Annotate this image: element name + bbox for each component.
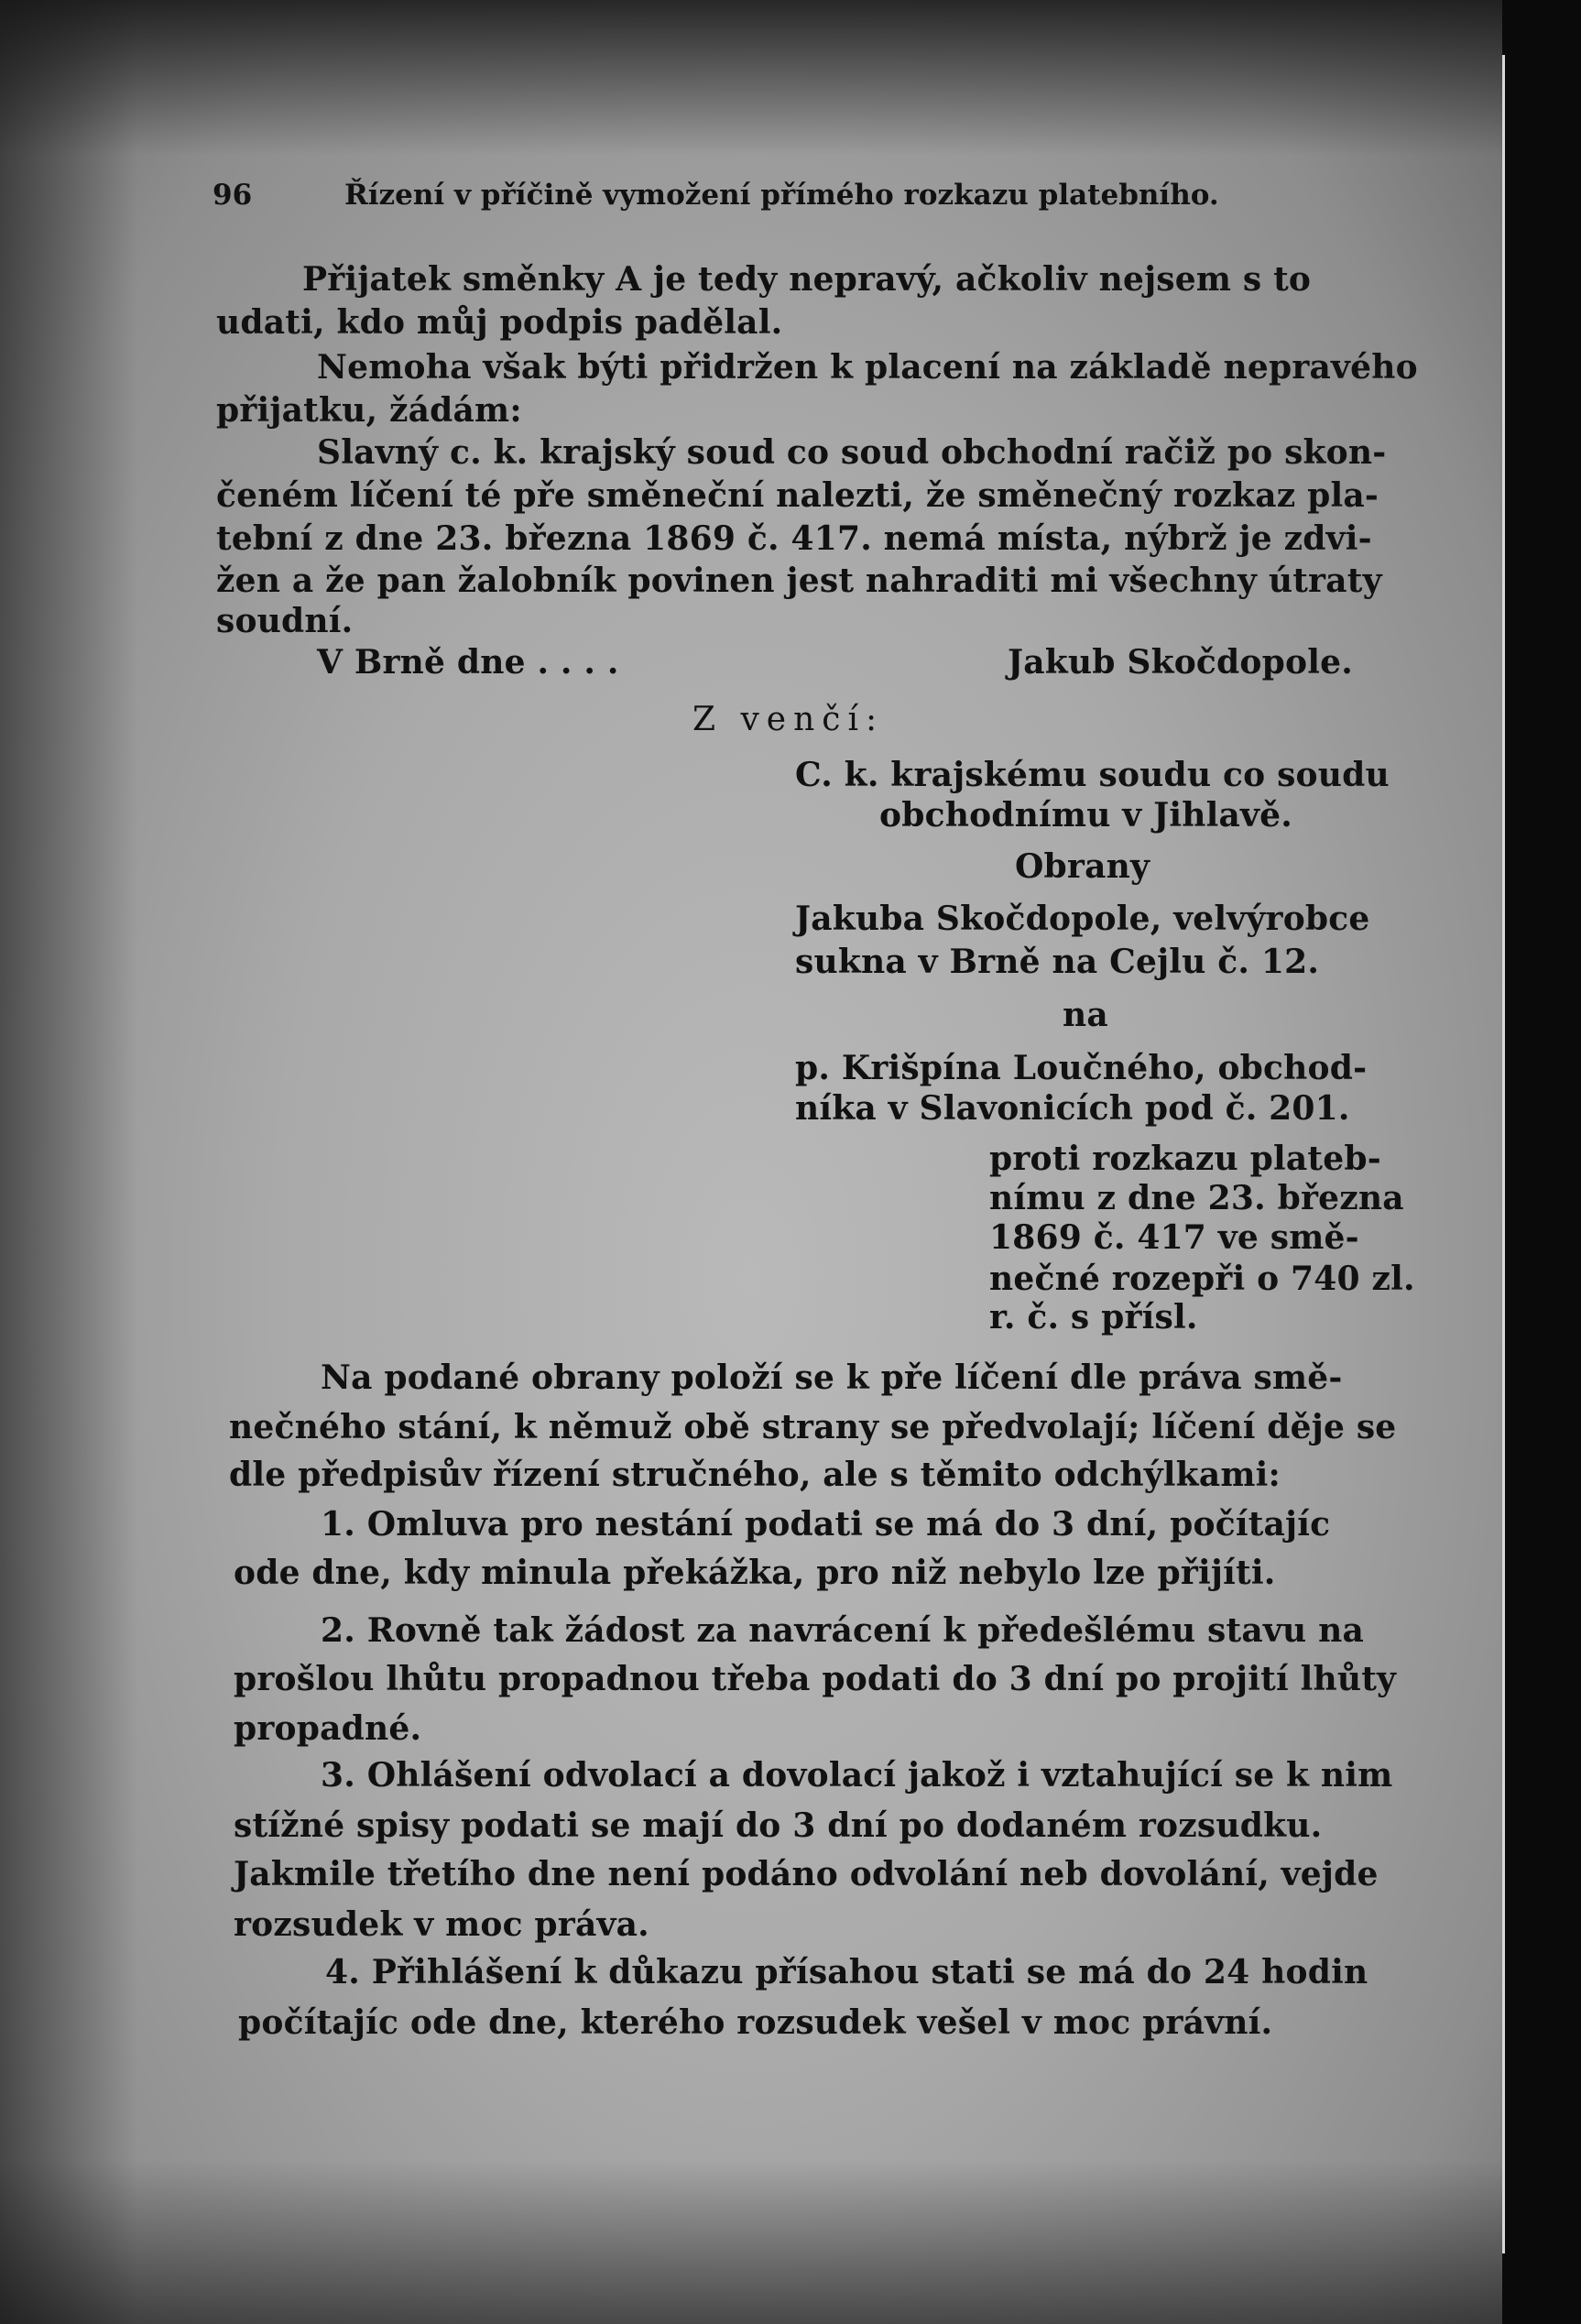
text-line: Přijatek směnky A je tedy nepravý, ačkoliv nejsem s to <box>302 260 1312 299</box>
text-line: přijatku, žádám: <box>216 391 522 430</box>
text-line: 2. Rovně tak žádost za navrácení k předešlému stavu na <box>321 1611 1364 1650</box>
text-line: počítajíc ode dne, kterého rozsudek vešel v moc právní. <box>238 2003 1273 2042</box>
opponent-line: p. Krišpína Loučného, obchod- <box>795 1049 1368 1087</box>
matter-line: nečné rozepři o 740 zl. <box>989 1260 1415 1298</box>
text-line: nečného stání, k němuž obě strany se předvolají; líčení děje se <box>229 1408 1397 1446</box>
text-line: ode dne, kdy minula překážka, pro niž nebylo lze přijíti. <box>234 1554 1276 1592</box>
text-line: propadné. <box>234 1709 422 1748</box>
scan-shadow-bottom <box>0 2159 1502 2324</box>
party-line: sukna v Brně na Cejlu č. 12. <box>795 943 1320 981</box>
text-line: stížné spisy podati se mají do 3 dní po dodaném rozsudku. <box>234 1806 1323 1845</box>
matter-line: r. č. s přísl. <box>989 1298 1198 1337</box>
text-line: Slavný c. k. krajský soud co soud obchodní račiž po skon- <box>317 433 1387 472</box>
text-line: čeném líčení té pře směneční nalezti, že směnečný rozkaz pla- <box>216 476 1379 515</box>
matter-line: 1869 č. 417 ve smě- <box>989 1218 1359 1257</box>
signature-name: Jakub Skočdopole. <box>1008 643 1353 682</box>
text-line: tební z dne 23. března 1869 č. 417. nemá místa, nýbrž je zdvi- <box>216 519 1372 558</box>
text-line: dle předpisův řízení stručného, ale s těmito odchýlkami: <box>229 1456 1281 1494</box>
opponent-line: níka v Slavonicích pod č. 201. <box>795 1089 1350 1128</box>
text-line: žen a že pan žalobník povinen jest nahraditi mi všechny útraty <box>216 562 1382 600</box>
matter-line: nímu z dne 23. března <box>989 1179 1404 1217</box>
running-title: Řízení v příčině vymožení přímého rozkazu platebního. <box>344 179 1219 212</box>
text-line: prošlou lhůtu propadnou třeba podati do 3 dní po projití lhůty <box>234 1660 1397 1698</box>
text-line: soudní. <box>216 602 354 640</box>
scan-shadow-top <box>0 0 1502 156</box>
page-edge-line <box>1502 55 1505 2253</box>
scan-shadow-left <box>0 0 137 2324</box>
outside-heading: Z venčí: <box>692 701 885 738</box>
text-line: 3. Ohlášení odvolací a dovolací jakož i vztahující se k nim <box>321 1756 1393 1795</box>
addressee-line: obchodnímu v Jihlavě. <box>879 796 1293 835</box>
text-line: Nemoha však býti přidržen k placení na základě nepravého <box>317 348 1418 387</box>
versus-label: na <box>1063 996 1108 1034</box>
party-line: Jakuba Skočdopole, velvýrobce <box>795 900 1370 938</box>
text-line: rozsudek v moc práva. <box>234 1905 649 1944</box>
defense-title: Obrany <box>1015 847 1150 886</box>
text-line: Na podané obrany položí se k pře líčení dle práva smě- <box>321 1358 1343 1397</box>
place-date: V Brně dne . . . . <box>317 643 619 682</box>
page-number: 96 <box>213 179 253 212</box>
text-line: 4. Přihlášení k důkazu přísahou stati se má do 24 hodin <box>325 1953 1368 1991</box>
text-line: Jakmile třetího dne není podáno odvolání neb dovolání, vejde <box>234 1855 1379 1893</box>
text-line: 1. Omluva pro nestání podati se má do 3 dní, počítajíc <box>321 1505 1331 1544</box>
matter-line: proti rozkazu plateb- <box>989 1140 1381 1178</box>
text-line: udati, kdo můj podpis padělal. <box>216 303 783 342</box>
addressee-line: C. k. krajskému soudu co soudu <box>795 756 1390 794</box>
